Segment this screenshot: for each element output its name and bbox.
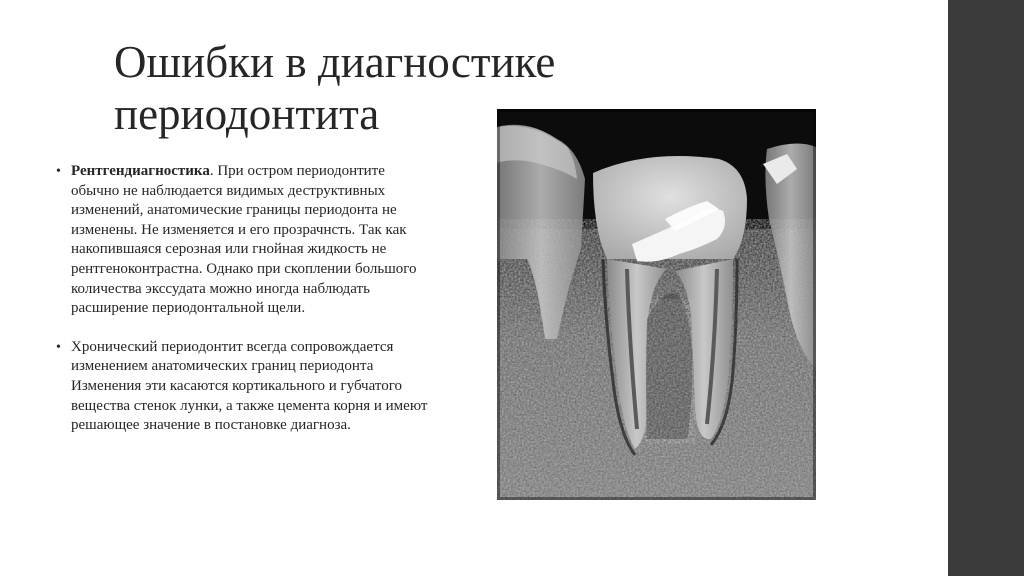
bullet-item bbox=[56, 162, 436, 319]
dental-xray-image bbox=[497, 109, 816, 500]
slide-body bbox=[56, 162, 436, 455]
bullet-dot-icon: • bbox=[56, 164, 61, 179]
bullet-text: . При остром периодонтите обычно не наблюдается видимых деструктивных изменений, анатомические границы периодонта не изменены. Не изменяется и его прозрачнсть. Так как накопившаяся серозная или гнойная жидкость не рентгеноконтрастна. Однако при скоплении большого количества экссудата можно иногда наблюдать расширение периодонтальной щели. bbox=[71, 163, 417, 317]
bullet-bold-term: Рентгендиагностика bbox=[71, 163, 210, 179]
bullet-item bbox=[56, 338, 436, 436]
slide-title: Ошибки в диагностике периодонтита bbox=[114, 37, 556, 139]
side-panel bbox=[948, 0, 1024, 576]
bullet-text: Хронический периодонтит всегда сопровождается изменением анатомических границ периодонта Изменения эти касаются кортикального и губчатого вещества стенок лунки, а также цемента корня и имеют решающее значение в постановке диагноза. bbox=[71, 338, 428, 434]
bullet-dot-icon: • bbox=[56, 339, 61, 355]
